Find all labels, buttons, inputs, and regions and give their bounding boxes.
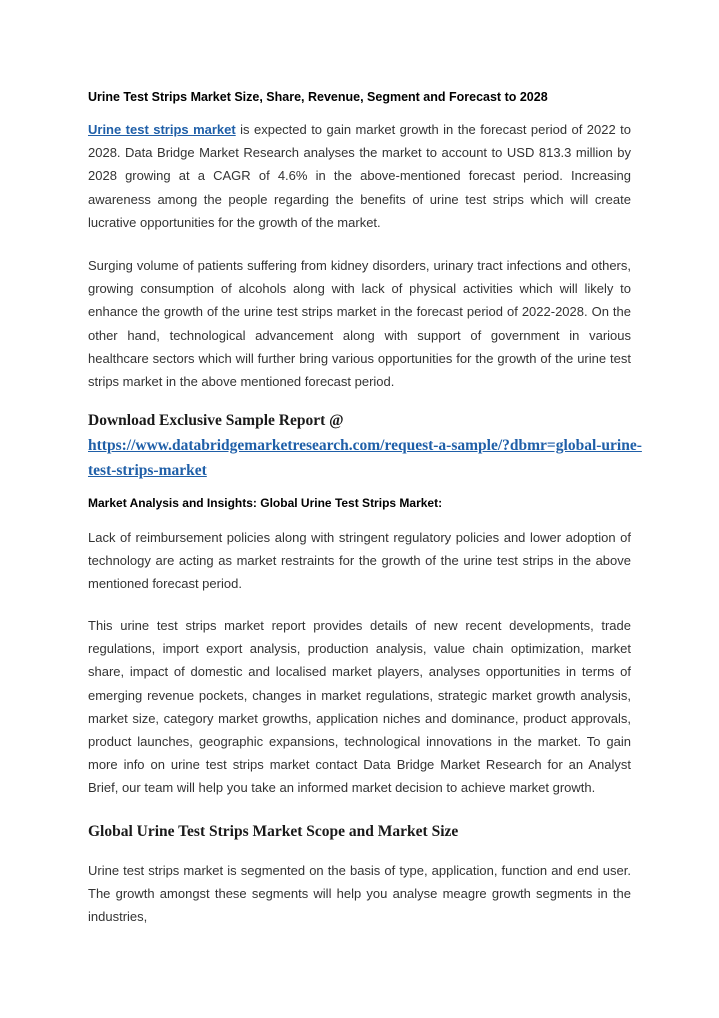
sample-report-label: Download Exclusive Sample Report @ [88, 412, 344, 429]
scope-heading: Global Urine Test Strips Market Scope and Market Size [88, 823, 459, 840]
document-title: Urine Test Strips Market Size, Share, Revenue, Segment and Forecast to 2028 [88, 90, 548, 104]
sample-report-link[interactable]: https://www.databridgemarketresearch.com/request-a-sample/?dbmr=global-urine-test-strips-market [88, 437, 642, 479]
sample-report-block [88, 408, 648, 483]
report-details-paragraph: This urine test strips market report provides details of new recent developments, trade regulations, import export analysis, production analysis, value chain optimization, market share, impact of domestic and localised market players, analyses opportunities in terms of emerging revenue pockets, changes in market regulations, strategic market growth analysis, market size, category market growths, application niches and dominance, product approvals, product launches, geographic expansions, technological innovations in the market. To gain more info on urine test strips market contact Data Bridge Market Research for an Analyst Brief, our team will help you take an informed market decision to achieve market growth. [88, 618, 631, 796]
segmentation-paragraph: Urine test strips market is segmented on the basis of type, application, function and end user. The growth amongst these segments will help you analyse meagre growth segments in the industries, [88, 863, 631, 925]
market-link[interactable]: Urine test strips market [88, 122, 236, 137]
restraints-paragraph: Lack of reimbursement policies along with stringent regulatory policies and lower adoption of technology are acting as market restraints for the growth of the urine test strips in the above mentioned forecast period. [88, 530, 631, 592]
drivers-paragraph: Surging volume of patients suffering from kidney disorders, urinary tract infections and others, growing consumption of alcohols along with lack of physical activities which will likely to enhance the growth of the urine test strips market in the forecast period of 2022-2028. On the other hand, technological advancement along with support of government in various healthcare sectors which will further bring various opportunities for the growth of the urine test strips market in the above mentioned forecast period. [88, 258, 631, 390]
intro-paragraph [88, 118, 631, 234]
intro-text: is expected to gain market growth in the forecast period of 2022 to 2028. Data Bridge Market Research analyses the market to account to USD 813.3 million by 2028 growing at a CAGR of 4.6% in the above-mentioned forecast period. Increasing awareness among the people regarding the benefits of urine test strips which will create lucrative opportunities for the growth of the market. [88, 122, 631, 230]
analysis-heading: Market Analysis and Insights: Global Urine Test Strips Market: [88, 496, 443, 510]
